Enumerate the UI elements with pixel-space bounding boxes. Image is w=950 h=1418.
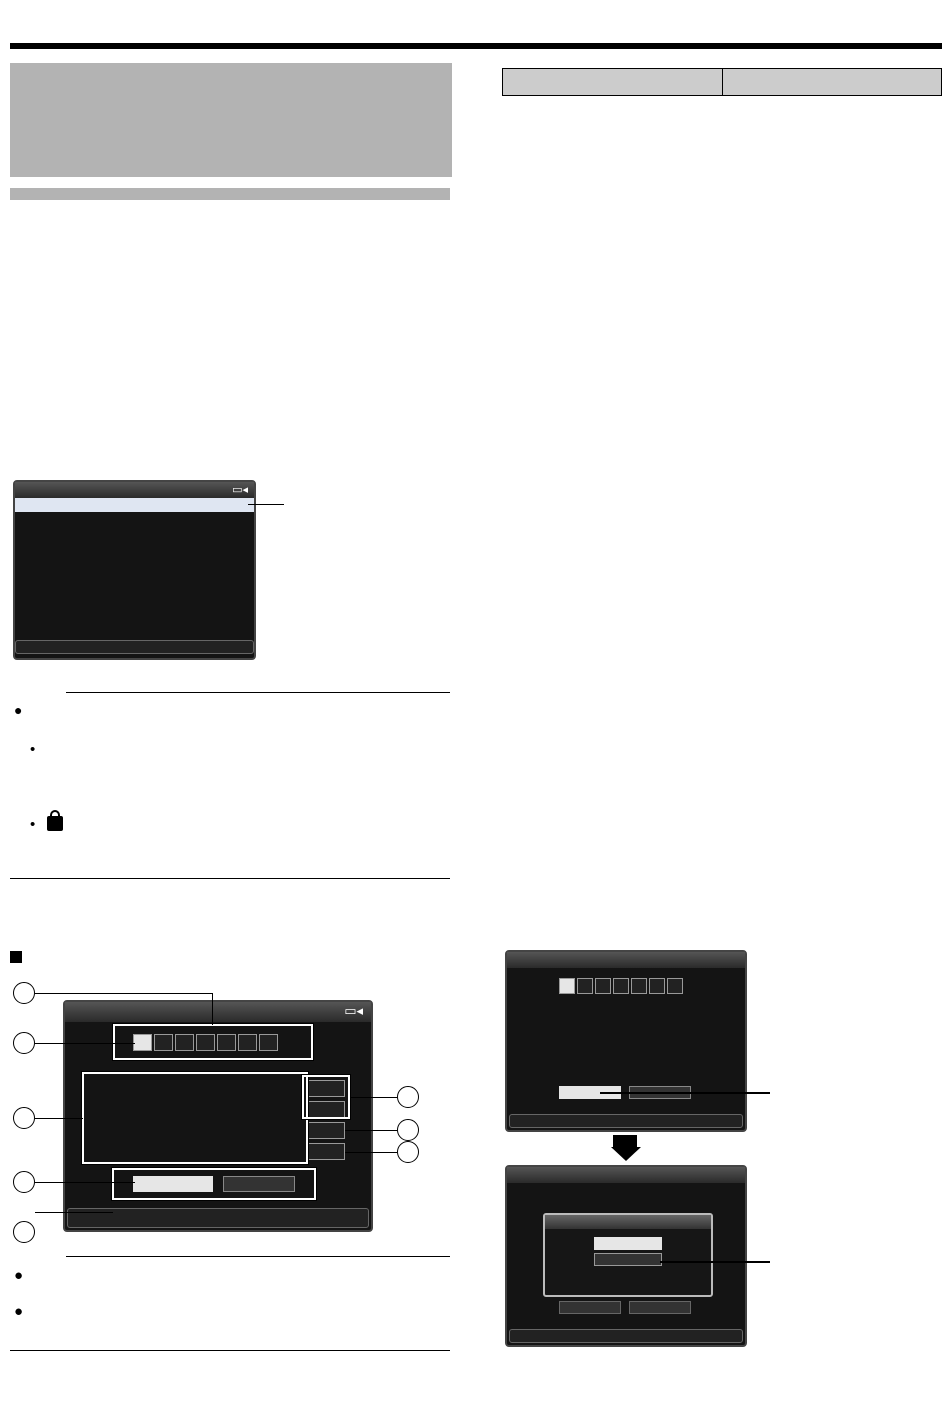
store-screen-header (15, 482, 254, 498)
table-row[interactable] (15, 610, 254, 624)
notiz-2-rule (66, 1256, 450, 1257)
leader-1b (212, 993, 213, 1025)
file-slot (19, 512, 73, 526)
char-slot (631, 978, 647, 994)
file-slot (19, 596, 73, 610)
table-row[interactable] (15, 568, 254, 582)
step-1 (10, 230, 450, 256)
leader-2 (35, 1043, 135, 1044)
screen5-footer (509, 1114, 743, 1128)
dialog-cancel-button[interactable] (594, 1253, 662, 1266)
callout-1 (13, 982, 35, 1004)
step-5 (502, 776, 942, 802)
bottom-rule (10, 1350, 450, 1351)
table-row[interactable] (15, 624, 254, 638)
screen5-header (507, 952, 745, 968)
lock-icon (47, 816, 63, 831)
square-bullet-icon (10, 951, 22, 963)
arrow-down-icon (613, 1135, 637, 1147)
char-slot (613, 978, 629, 994)
callout-8 (397, 1141, 419, 1163)
arrow-down-head (611, 1147, 641, 1161)
table-row[interactable] (15, 512, 254, 526)
store-scene-file-screen (13, 480, 256, 660)
step-4 (10, 886, 450, 912)
leader-5 (35, 1212, 113, 1213)
table-row[interactable] (15, 526, 254, 540)
file-slot (19, 568, 73, 582)
callout-2 (13, 1032, 35, 1054)
callout-6 (397, 1086, 419, 1108)
dialog-store-button[interactable] (594, 1237, 662, 1250)
screen6-header (507, 1167, 745, 1183)
char-slot (667, 978, 683, 994)
callout-4 (13, 1171, 35, 1193)
callout-box-confirm (112, 1168, 316, 1200)
screen6-footer (509, 1329, 743, 1343)
file-slot (19, 526, 73, 540)
step-5-screen (505, 950, 747, 1132)
battery-icon: ▭◂ (232, 483, 248, 496)
notiz-1-dash-2 (30, 816, 450, 833)
file-slot (19, 540, 73, 554)
bullet-icon: ● (14, 1303, 24, 1320)
leader-8 (345, 1152, 397, 1153)
bullet-icon: ● (14, 702, 23, 718)
dot-icon: • (30, 816, 36, 833)
step-3 (10, 394, 450, 420)
page-title (10, 63, 452, 177)
char-slot (559, 978, 575, 994)
table-header-name (503, 69, 723, 96)
dot-icon: • (30, 741, 36, 758)
screen5-char-field (507, 968, 745, 998)
table-row[interactable] (15, 582, 254, 596)
battery-icon: ▭◂ (344, 1004, 363, 1019)
leader-1 (35, 993, 213, 994)
sp-key[interactable] (307, 1143, 345, 1160)
table-row[interactable] (15, 540, 254, 554)
notiz-1-rule (66, 692, 450, 693)
char-slot (577, 978, 593, 994)
file-slot (19, 582, 73, 596)
step-6 (502, 856, 942, 882)
file-slot (19, 624, 73, 638)
step-6-leader (660, 1261, 770, 1263)
table-row[interactable] (15, 498, 254, 512)
leader-7 (345, 1130, 397, 1131)
screen6-store-disabled (559, 1301, 621, 1314)
dialog-title (545, 1215, 711, 1229)
store-screen-footer (15, 640, 254, 654)
section-bar (10, 188, 450, 200)
callout-7 (397, 1119, 419, 1141)
callout-box-input (113, 1024, 313, 1060)
table-row[interactable] (15, 596, 254, 610)
screen6-cancel-disabled (629, 1301, 691, 1314)
bs-key[interactable] (307, 1122, 345, 1139)
char-slot (595, 978, 611, 994)
table-header-desc (722, 69, 942, 96)
overwrite-dialog (543, 1213, 713, 1297)
file-slot (19, 554, 73, 568)
description-table (502, 68, 942, 96)
leader-6 (350, 1097, 397, 1098)
cursor-leader-line (248, 504, 284, 505)
file-slot (19, 610, 73, 624)
step-6-screen (505, 1165, 747, 1347)
divider (10, 878, 450, 879)
table-row[interactable] (15, 554, 254, 568)
screen6-char-field (507, 1183, 745, 1193)
leader-3 (35, 1118, 83, 1119)
keyboard-footer (67, 1208, 369, 1228)
step-4-link[interactable] (10, 949, 450, 966)
callout-3 (13, 1107, 35, 1129)
store-file-list (15, 498, 254, 638)
step-5-leader (600, 1092, 770, 1094)
bullet-icon: ● (14, 1267, 24, 1284)
callout-5 (13, 1221, 35, 1243)
header-rule (10, 43, 942, 49)
callout-box-arrows (302, 1075, 350, 1119)
char-slot (649, 978, 665, 994)
leader-4 (35, 1182, 135, 1183)
callout-box-keys (82, 1072, 308, 1164)
file-slot (19, 498, 73, 512)
step-2 (10, 318, 450, 344)
keyboard-header (65, 1002, 371, 1022)
